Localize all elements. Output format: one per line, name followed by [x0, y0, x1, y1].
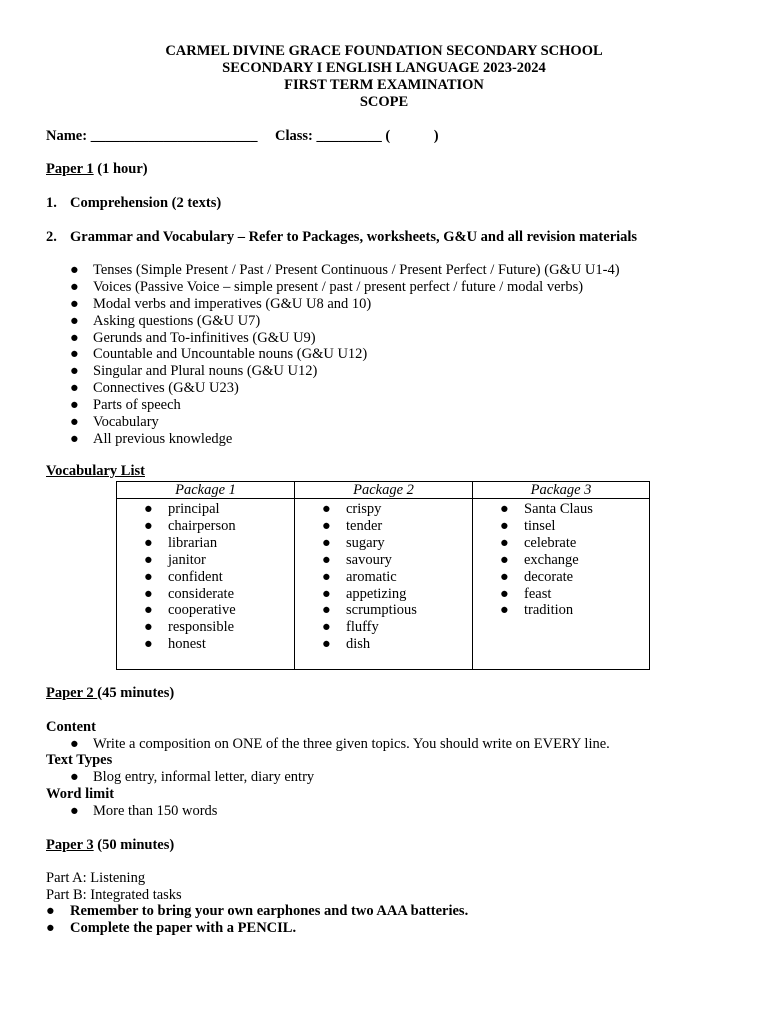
bullet-icon: ● [70, 380, 79, 397]
bullet-icon: ● [144, 636, 153, 653]
vocab-word: janitor [168, 551, 206, 568]
grammar-topic-text: Connectives (G&U U23) [93, 380, 239, 397]
vocab-word: chairperson [168, 517, 236, 534]
bullet-icon: ● [144, 619, 153, 636]
part-a: Part A: Listening [46, 870, 146, 886]
vocab-header-package1: Package 1 [117, 482, 295, 499]
grammar-topic-text: Vocabulary [93, 414, 159, 431]
note2-text: Complete the paper with a PENCIL. [70, 920, 297, 936]
note2-bullet: ● [46, 920, 55, 936]
bullet-icon: ● [322, 501, 331, 517]
bullet-icon: ● [70, 312, 79, 329]
subject-line: SECONDARY I ENGLISH LANGUAGE 2023-2024 [222, 60, 546, 76]
vocab-word: appetizing [346, 585, 407, 602]
vocab-word: honest [168, 636, 206, 653]
grammar-topic-text: Modal verbs and imperatives (G&U U8 and 10) [93, 295, 372, 312]
bullet-icon: ● [144, 501, 153, 517]
bullet-icon: ● [70, 346, 79, 363]
vocab-header-package2: Package 2 [295, 482, 473, 499]
vocab-cell-package1 [117, 499, 295, 670]
paper3-title: Paper 3 [46, 837, 94, 853]
paper3-heading [46, 837, 174, 854]
bullet-icon: ● [322, 619, 331, 636]
vocab-table-body-row [117, 499, 650, 670]
vocab-word: exchange [524, 551, 579, 568]
bullet-icon: ● [322, 636, 331, 653]
bullet-icon: ● [500, 501, 509, 517]
part-b: Part B: Integrated tasks [46, 887, 182, 903]
bullet-icon: ● [322, 602, 331, 619]
vocab-word: considerate [168, 585, 235, 602]
grammar-topic-text: All previous knowledge [93, 430, 233, 447]
bullet-icon: ● [500, 534, 509, 551]
grammar-topic-text: Singular and Plural nouns (G&U U12) [93, 363, 318, 380]
paper2-title: Paper 2 [46, 685, 98, 701]
section1-number: 1. [46, 195, 57, 211]
vocab-word: tradition [524, 602, 574, 619]
bullet-icon: ● [144, 568, 153, 585]
bullet-icon: ● [70, 295, 79, 312]
vocab-word: principal [168, 501, 220, 517]
bullet-icon: ● [500, 551, 509, 568]
bullet-icon: ● [500, 585, 509, 602]
bullet-icon: ● [322, 517, 331, 534]
grammar-topic-text: Asking questions (G&U U7) [93, 312, 261, 329]
paper2-duration: (45 minutes) [97, 685, 175, 701]
paper1-heading [46, 161, 148, 178]
vocab-word: tender [346, 517, 383, 534]
content-label: Content [46, 719, 96, 735]
scope-title: SCOPE [359, 94, 409, 110]
bullet-icon: ● [500, 568, 509, 585]
bullet-icon: ● [322, 551, 331, 568]
vocab-cell-package3 [473, 499, 650, 670]
bullet-icon: ● [70, 278, 79, 295]
bullet-icon: ● [70, 414, 79, 431]
content-item: Write a composition on ONE of the three given topics. You should write on EVERY line. [93, 736, 610, 752]
vocab-word: aromatic [346, 568, 397, 585]
vocab-word: Santa Claus [524, 501, 593, 517]
vocab-word: feast [524, 585, 552, 602]
vocab-word: sugary [346, 534, 385, 551]
vocab-word: librarian [168, 534, 218, 551]
bullet-icon: ● [500, 602, 509, 619]
section1-title: Comprehension (2 texts) [70, 195, 222, 211]
paper3-duration: (50 minutes) [93, 837, 175, 853]
vocab-word: crispy [346, 501, 382, 517]
vocab-list-title: Vocabulary List [46, 463, 145, 479]
word-limit-bullet: ● [70, 803, 79, 819]
bullet-icon: ● [144, 517, 153, 534]
vocab-word: confident [168, 568, 223, 585]
paper1-title: Paper 1 [46, 161, 94, 177]
vocab-word: responsible [168, 619, 235, 636]
vocab-word: celebrate [524, 534, 577, 551]
content-bullet: ● [70, 736, 79, 752]
bullet-icon: ● [322, 568, 331, 585]
bullet-icon: ● [70, 363, 79, 380]
vocab-table [116, 481, 650, 670]
bullet-icon: ● [322, 534, 331, 551]
bullet-icon: ● [70, 262, 79, 278]
class-field: Class: _________ ( ) [275, 128, 439, 144]
vocab-word: tinsel [524, 517, 556, 534]
grammar-topic-text: Tenses (Simple Present / Past / Present Continuous / Present Perfect / Future) (G&U U1-4) [93, 262, 620, 278]
word-limit-item: More than 150 words [93, 803, 218, 819]
exam-name: FIRST TERM EXAMINATION [284, 77, 484, 93]
grammar-topic-text: Gerunds and To-infinitives (G&U U9) [93, 329, 316, 346]
vocab-word: fluffy [346, 619, 379, 636]
bullet-icon: ● [144, 534, 153, 551]
vocab-header-package3: Package 3 [473, 482, 650, 499]
word-limit-label: Word limit [46, 786, 115, 802]
grammar-topic-text: Voices (Passive Voice – simple present / past / present perfect / future / modal verbs) [93, 278, 584, 295]
note1-bullet: ● [46, 903, 55, 919]
section2-number: 2. [46, 229, 57, 245]
paper2-heading [46, 685, 174, 702]
bullet-icon: ● [70, 397, 79, 414]
section2-title: Grammar and Vocabulary – Refer to Packages, worksheets, G&U and all revision materials [70, 229, 638, 245]
bullet-icon: ● [144, 585, 153, 602]
document-header [0, 43, 768, 111]
grammar-topic-text: Parts of speech [93, 397, 181, 414]
bullet-icon: ● [144, 551, 153, 568]
grammar-topic-text: Countable and Uncountable nouns (G&U U12) [93, 346, 368, 363]
bullet-icon: ● [500, 517, 509, 534]
bullet-icon: ● [322, 585, 331, 602]
bullet-icon: ● [144, 602, 153, 619]
text-types-item: Blog entry, informal letter, diary entry [93, 769, 315, 785]
school-name: CARMEL DIVINE GRACE FOUNDATION SECONDARY SCHOOL [165, 43, 603, 59]
text-types-label: Text Types [46, 752, 113, 768]
name-field: Name: _______________________ [46, 128, 258, 144]
vocab-table-header-row [117, 482, 650, 499]
vocab-word: cooperative [168, 602, 236, 619]
vocab-word: scrumptious [346, 602, 417, 619]
vocab-word: decorate [524, 568, 574, 585]
vocab-word: savoury [346, 551, 392, 568]
paper1-duration: (1 hour) [93, 161, 148, 177]
note1-text: Remember to bring your own earphones and two AAA batteries. [70, 903, 469, 919]
vocab-word: dish [346, 636, 371, 653]
bullet-icon: ● [70, 430, 79, 447]
text-types-bullet: ● [70, 769, 79, 785]
vocab-cell-package2 [295, 499, 473, 670]
bullet-icon: ● [70, 329, 79, 346]
